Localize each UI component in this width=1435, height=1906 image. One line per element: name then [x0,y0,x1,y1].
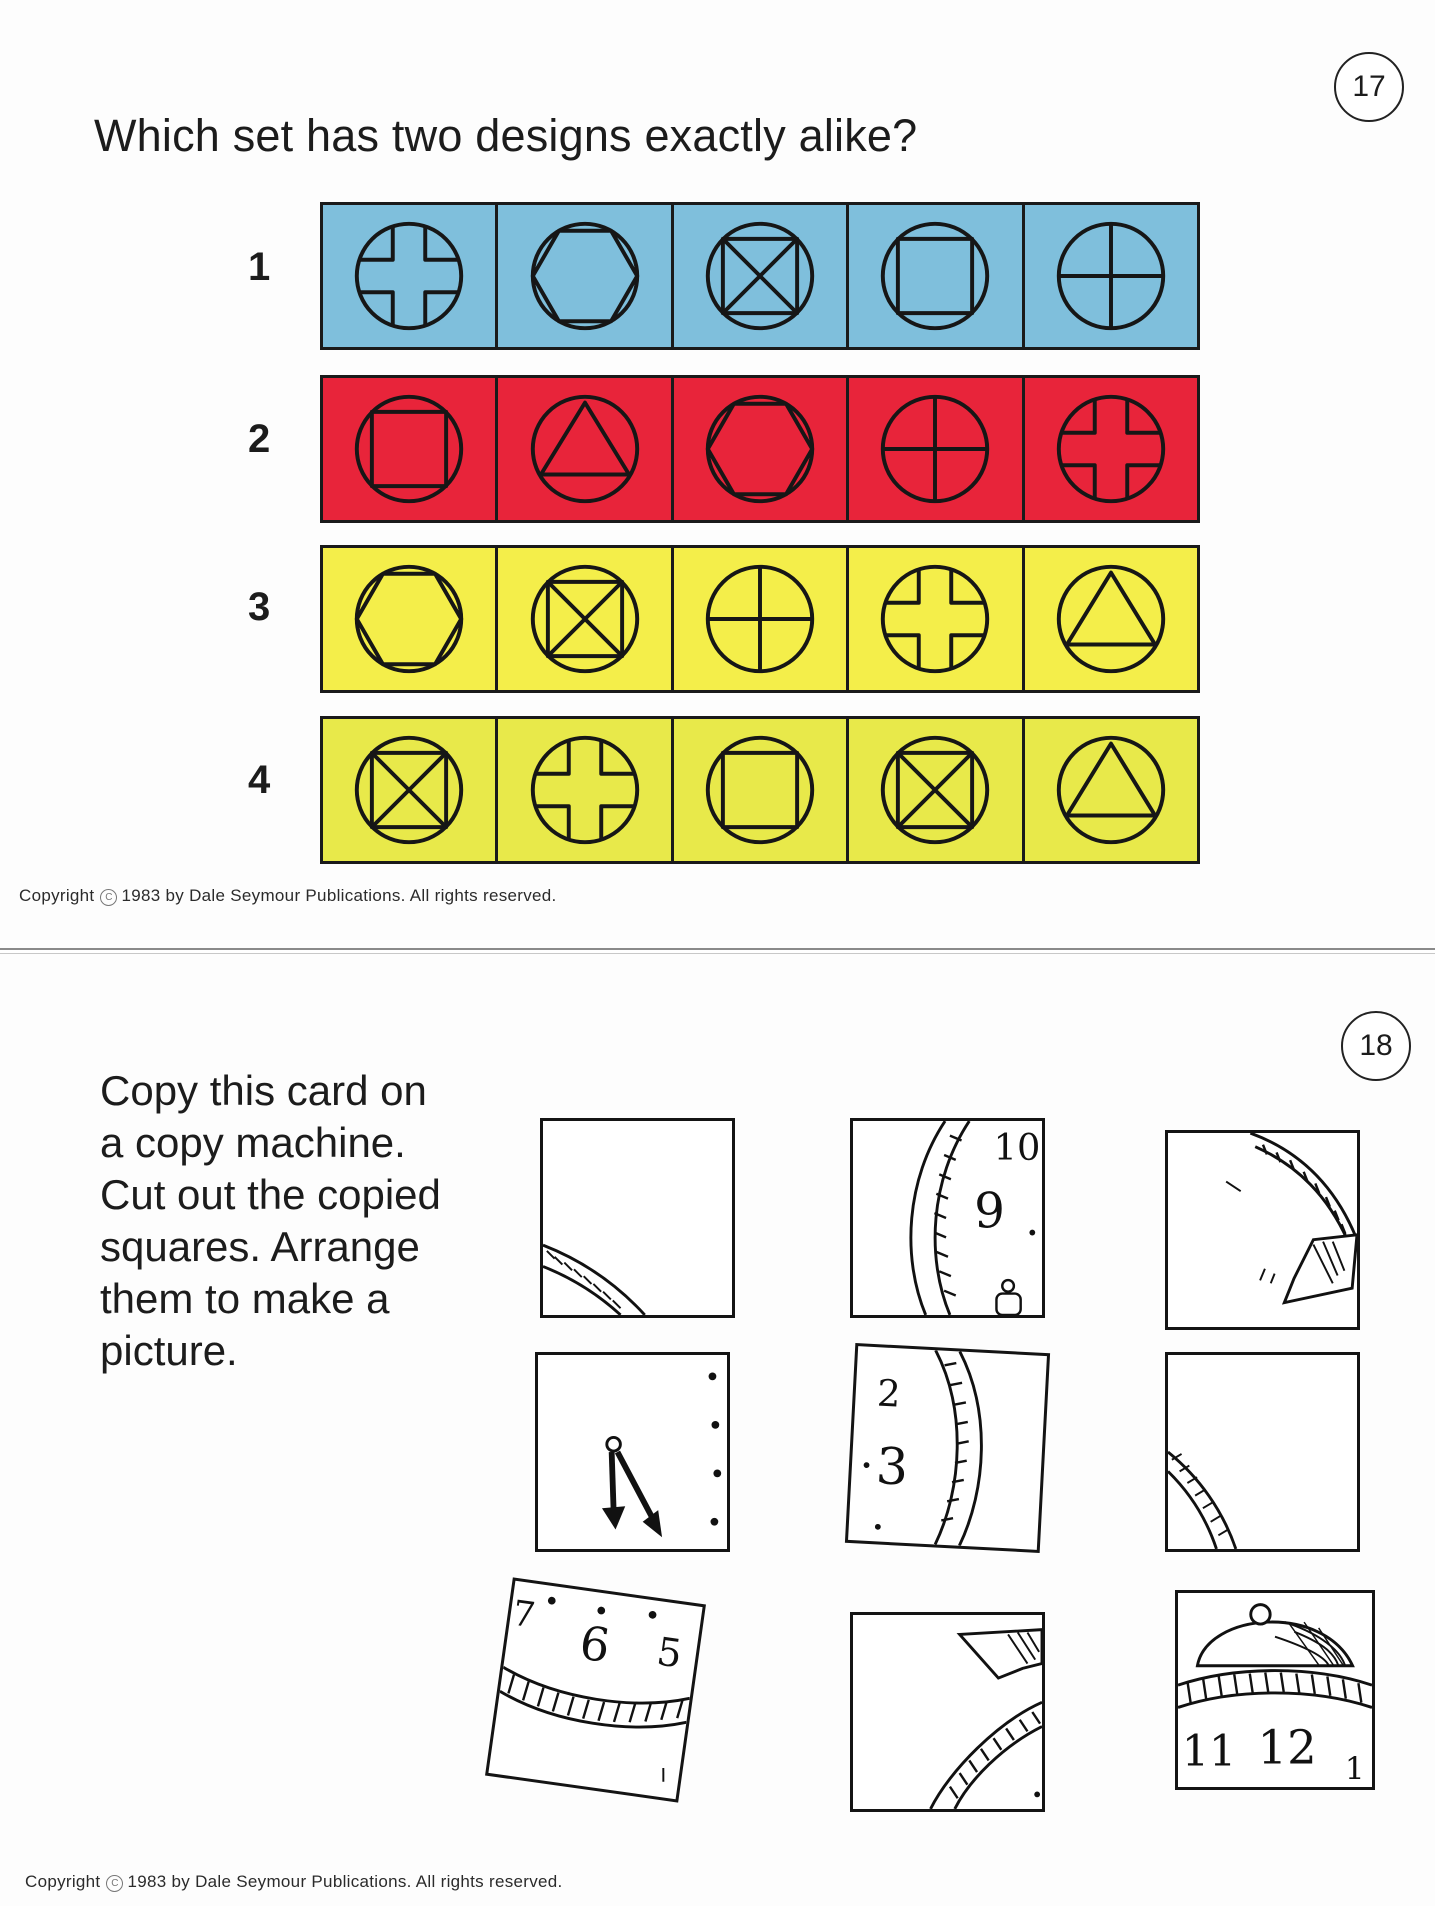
puzzle-piece-3[interactable] [1165,1130,1360,1330]
rim-corner-icon [543,1121,732,1315]
boxed-x-in-circle-icon [877,732,993,848]
numeral-9: 9 [974,1183,1005,1240]
numeral-3: 3 [874,1436,910,1497]
copyright-icon: C [106,1875,123,1892]
instruction-line: picture. [100,1327,238,1374]
card-17 [0,0,1435,950]
numeral-2: 2 [875,1371,902,1416]
puzzle-piece-1[interactable] [540,1118,735,1318]
cross-in-circle-icon [351,218,467,334]
copyright-18 [25,1872,563,1892]
hexagon-in-circle-icon [527,218,643,334]
hexagon-in-circle-icon [351,561,467,677]
numeral-10: 10 [993,1125,1041,1169]
design-cell-1-2[interactable] [498,205,673,347]
instructions-text [100,1065,520,1377]
bell-icon [1168,1133,1357,1327]
puzzle-piece-6[interactable] [1165,1352,1360,1552]
cross-in-circle-icon [527,732,643,848]
square-in-circle-icon [702,732,818,848]
clock-top-bell-icon [1178,1593,1372,1787]
plus-in-circle-icon [702,561,818,677]
cross-in-circle-icon [877,561,993,677]
design-cell-4-3[interactable] [674,719,849,861]
hexagon-in-circle-icon [702,391,818,507]
design-cell-2-2[interactable] [498,378,673,520]
design-cell-2-3[interactable] [674,378,849,520]
boxed-x-in-circle-icon [351,732,467,848]
plus-in-circle-icon [1053,218,1169,334]
numeral-12: 12 [1257,1720,1317,1775]
rim-corner-icon-2 [1168,1355,1357,1549]
puzzle-piece-7[interactable] [485,1577,706,1802]
design-row-1[interactable] [320,202,1200,350]
design-cell-2-1[interactable] [323,378,498,520]
design-cell-3-1[interactable] [323,548,498,690]
copyright-prefix: Copyright [19,886,95,905]
clock-left-edge-lower-icon [848,1346,1047,1550]
design-cell-3-5[interactable] [1025,548,1197,690]
cross-in-circle-icon [1053,391,1169,507]
triangle-in-circle-icon [527,391,643,507]
card-number-18: 18 [1341,1011,1411,1081]
question-text: Which set has two designs exactly alike? [94,110,918,161]
design-cell-4-1[interactable] [323,719,498,861]
design-cell-1-5[interactable] [1025,205,1197,347]
design-cell-2-5[interactable] [1025,378,1197,520]
instruction-line: Cut out the copied [100,1171,441,1218]
design-cell-1-1[interactable] [323,205,498,347]
design-cell-1-4[interactable] [849,205,1024,347]
row-label-1: 1 [248,245,271,289]
numeral-5: 5 [654,1629,685,1678]
copyright-icon: C [100,889,117,906]
copyright-text: 1983 by Dale Seymour Publications. All rights reserved. [127,1872,563,1891]
design-row-3[interactable] [320,545,1200,693]
design-cell-1-3[interactable] [674,205,849,347]
numeral-11: 11 [1181,1726,1237,1777]
puzzle-piece-2[interactable] [850,1118,1045,1318]
puzzle-piece-4[interactable] [535,1352,730,1552]
puzzle-piece-8[interactable] [850,1612,1045,1812]
triangle-in-circle-icon [1053,561,1169,677]
card-number-17: 17 [1334,52,1404,122]
design-cell-2-4[interactable] [849,378,1024,520]
boxed-x-in-circle-icon [702,218,818,334]
design-cell-4-4[interactable] [849,719,1024,861]
design-cell-3-2[interactable] [498,548,673,690]
triangle-in-circle-icon [1053,732,1169,848]
puzzle-piece-9[interactable] [1175,1590,1375,1790]
instruction-line: squares. Arrange [100,1223,420,1270]
square-in-circle-icon [877,218,993,334]
instruction-line: them to make a [100,1275,390,1322]
puzzle-piece-5[interactable] [845,1343,1050,1553]
design-cell-4-2[interactable] [498,719,673,861]
row-label-4: 4 [248,758,271,802]
boxed-x-in-circle-icon [527,561,643,677]
row-label-2: 2 [248,417,271,461]
numeral-6: 6 [576,1615,614,1674]
copyright-17 [19,886,557,906]
design-cell-3-4[interactable] [849,548,1024,690]
numeral-1: 1 [1344,1751,1365,1787]
clock-right-edge-icon [853,1615,1042,1809]
clock-hands-icon [538,1355,727,1549]
copyright-text: 1983 by Dale Seymour Publications. All rights reserved. [121,886,557,905]
design-row-4[interactable] [320,716,1200,864]
design-cell-3-3[interactable] [674,548,849,690]
square-in-circle-icon [351,391,467,507]
clock-bottom-icon [488,1581,702,1799]
design-cell-4-5[interactable] [1025,719,1197,861]
instruction-line: a copy machine. [100,1119,406,1166]
numeral-7: 7 [510,1593,538,1637]
row-label-3: 3 [248,585,271,629]
clock-left-edge-icon [853,1121,1042,1315]
instruction-line: Copy this card on [100,1067,427,1114]
copyright-prefix: Copyright [25,1872,101,1891]
plus-in-circle-icon [877,391,993,507]
design-row-2[interactable] [320,375,1200,523]
